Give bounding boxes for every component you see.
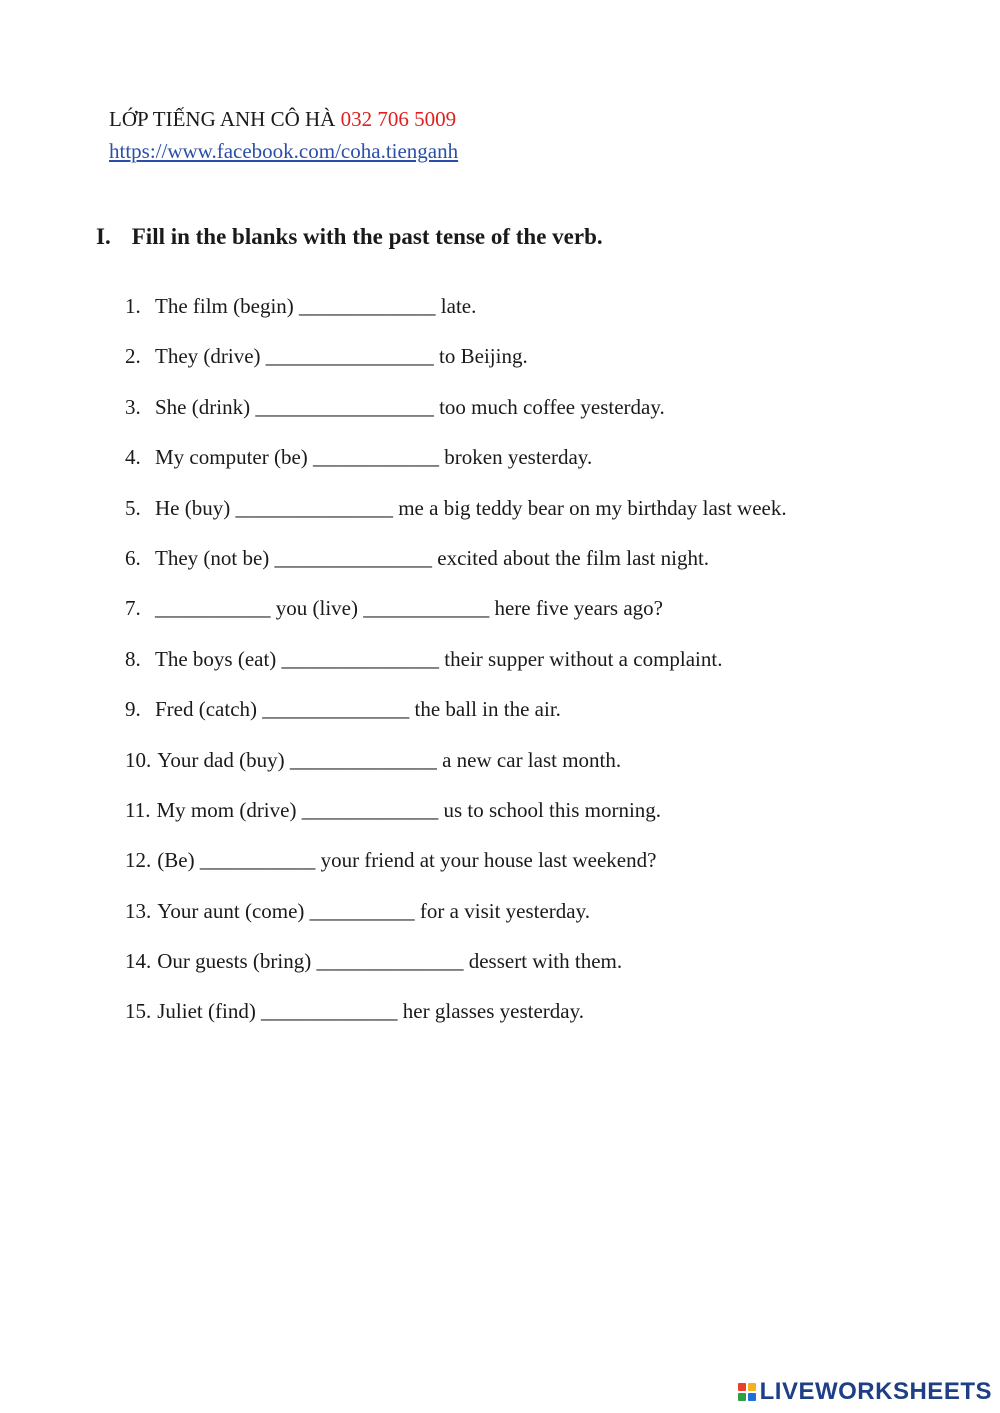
item-text: Juliet (find) _____________ her glasses yesterday. [157, 999, 584, 1024]
exercise-item [125, 592, 787, 642]
item-number: 14. [125, 949, 152, 974]
phone-number: 032 706 5009 [340, 107, 457, 131]
exercise-item [125, 492, 787, 542]
facebook-link[interactable]: https://www.facebook.com/coha.tienganh [109, 139, 459, 163]
item-number: 1. [125, 294, 141, 318]
liveworksheets-watermark [738, 1379, 992, 1405]
item-text: The boys (eat) _______________ their supper without a complaint. [155, 646, 723, 671]
item-text: He (buy) _______________ me a big teddy bear on my birthday last week. [155, 495, 787, 520]
exercise-item [125, 391, 787, 441]
item-number: 3. [125, 394, 141, 419]
item-text: Your dad (buy) ______________ a new car last month. [157, 747, 622, 772]
item-number: 6. [125, 545, 141, 570]
item-number: 7. [125, 596, 141, 621]
item-text: They (not be) _______________ excited about the film last night. [155, 545, 710, 570]
header-title-line [109, 103, 458, 135]
item-number: 5. [125, 495, 141, 520]
exercise-item [125, 441, 787, 491]
exercise-item [125, 995, 787, 1045]
exercise-item [125, 844, 787, 894]
item-text: My computer (be) ____________ broken yesterday. [155, 445, 593, 470]
exercise-item [125, 895, 787, 945]
item-text: My mom (drive) _____________ us to school this morning. [156, 797, 662, 822]
item-number: 10. [125, 747, 152, 772]
item-number: 11. [125, 797, 151, 822]
liveworksheets-logo-icon [738, 1383, 756, 1401]
item-text: They (drive) ________________ to Beijing. [155, 344, 528, 369]
item-text: ___________ you (live) ____________ here five years ago? [155, 596, 663, 621]
item-text: Your aunt (come) __________ for a visit yesterday. [157, 898, 591, 923]
exercise-item [125, 744, 787, 794]
section-title: Fill in the blanks with the past tense of the verb. [131, 224, 603, 249]
item-number: 2. [125, 344, 141, 369]
section-heading [96, 224, 603, 250]
exercise-item [125, 794, 787, 844]
section-number: I. [96, 224, 111, 249]
item-number: 13. [125, 898, 152, 923]
exercise-item [125, 290, 787, 340]
item-text: Fred (catch) ______________ the ball in the air. [155, 697, 561, 722]
worksheet-header [109, 103, 458, 167]
item-text: The film (begin) _____________ late. [155, 294, 477, 318]
exercise-item [125, 643, 787, 693]
exercise-item [125, 945, 787, 995]
watermark-text: LIVEWORKSHEETS [759, 1378, 992, 1405]
exercise-item [125, 693, 787, 743]
exercise-list [125, 290, 787, 1046]
item-number: 15. [125, 999, 152, 1024]
item-text: Our guests (bring) ______________ dessert with them. [157, 949, 623, 974]
item-number: 12. [125, 848, 152, 873]
school-name: LỚP TIẾNG ANH CÔ HÀ [109, 107, 336, 131]
exercise-item [125, 542, 787, 592]
item-text: (Be) ___________ your friend at your house last weekend? [157, 848, 657, 873]
exercise-item [125, 340, 787, 390]
item-number: 8. [125, 646, 141, 671]
item-number: 9. [125, 697, 141, 722]
item-number: 4. [125, 445, 141, 470]
item-text: She (drink) _________________ too much coffee yesterday. [155, 394, 665, 419]
